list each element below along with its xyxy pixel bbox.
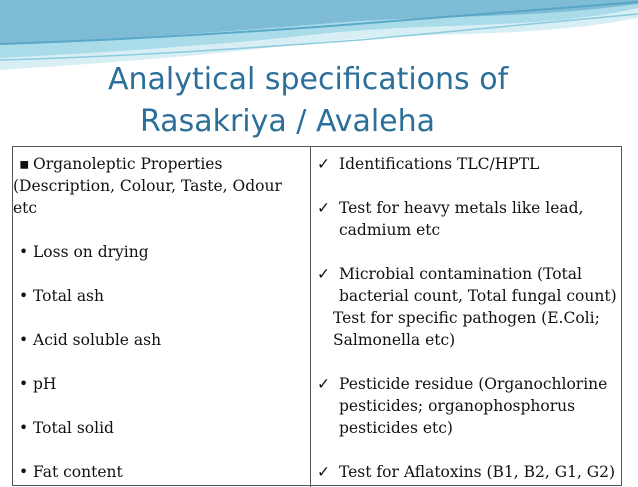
list-item: ✓ Pesticide residue (Organochlorine [317,375,608,393]
bullet-icon: • [19,287,29,305]
bullet-icon: • [19,463,29,481]
list-item: • Total solid [19,419,114,437]
slide-title-line2: Rasakriya / Avaleha [140,104,436,139]
list-item: ✓ Test for Aflatoxins (B1, B2, G1, G2) [317,463,616,481]
list-item-continuation: bacterial count, Total fungal count) [339,287,617,305]
list-item: • Acid soluble ash [19,331,162,349]
specifications-table [12,146,622,486]
list-item-continuation: Salmonella etc) [333,331,456,349]
list-item: ✓ Test for heavy metals like lead, [317,199,584,217]
bullet-icon: • [19,419,29,437]
checkmark-icon: ✓ [317,155,330,173]
list-item-continuation: cadmium etc [339,221,441,239]
list-item: ✓ Microbial contamination (Total [317,265,582,283]
checkmark-icon: ✓ [317,463,330,481]
list-item: • pH [19,375,57,393]
bullet-icon: • [19,331,29,349]
column-divider [310,147,311,487]
list-item: • Total ash [19,287,104,305]
checkmark-icon: ✓ [317,265,330,283]
list-item: • Fat content [19,463,123,481]
list-item-continuation: pesticides; organophosphorus [339,397,576,415]
list-item-continuation: etc [13,199,38,217]
square-bullet-icon: ▪ [19,155,30,173]
list-item-continuation: (Description, Colour, Taste, Odour [13,177,282,195]
list-item-continuation: pesticides etc) [339,419,453,437]
bullet-icon: • [19,375,29,393]
slide-title-line1: Analytical specifications of [108,62,509,97]
checkmark-icon: ✓ [317,375,330,393]
list-item: • Loss on drying [19,243,149,261]
list-item: ▪ Organoleptic Properties [19,155,223,173]
bullet-icon: • [19,243,29,261]
list-item: ✓ Identifications TLC/HPTL [317,155,540,173]
checkmark-icon: ✓ [317,199,330,217]
list-item-continuation: Test for specific pathogen (E.Coli; [333,309,600,327]
